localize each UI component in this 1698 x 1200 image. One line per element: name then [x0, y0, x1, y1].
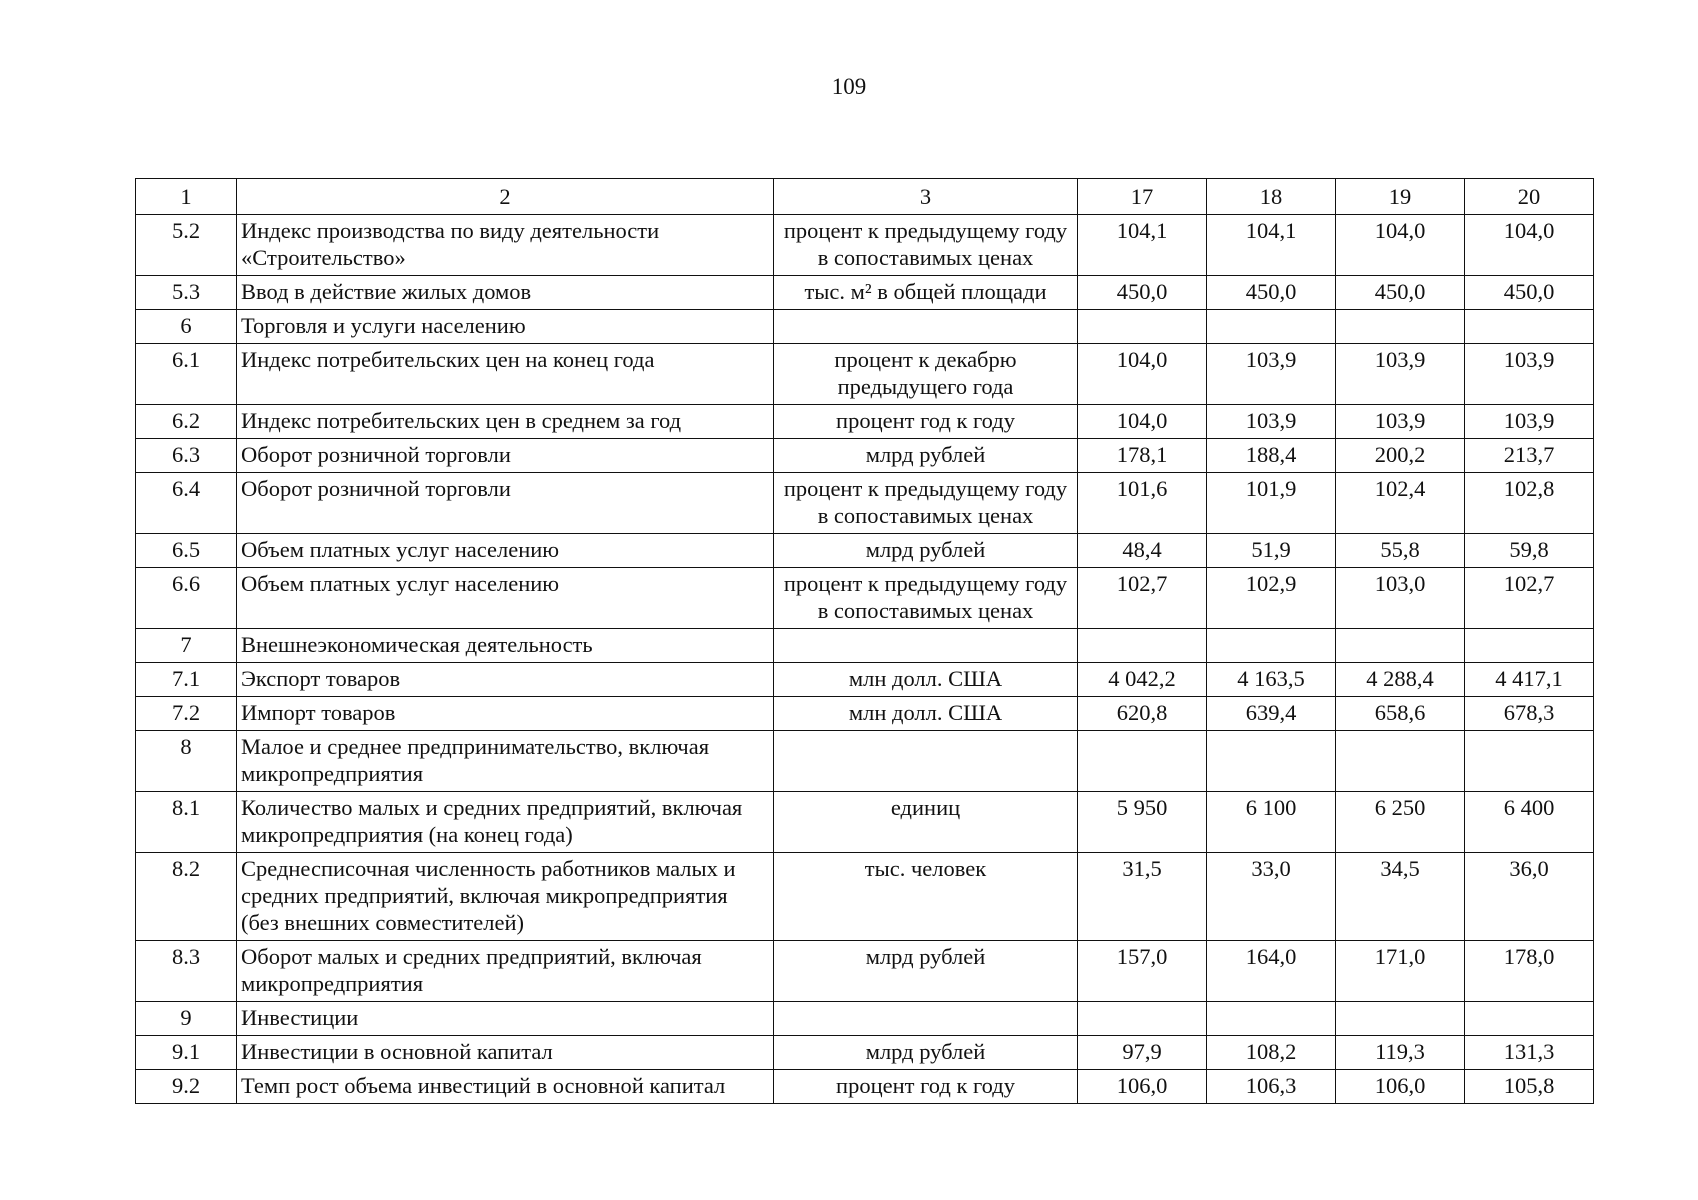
- row-number: 6.3: [136, 439, 237, 473]
- table-row: [136, 1070, 1594, 1104]
- value-col-18: 51,9: [1207, 534, 1336, 568]
- table-row: [136, 941, 1594, 1002]
- value-col-18: [1207, 731, 1336, 792]
- indicators-table: [135, 178, 1594, 1104]
- table-row: [136, 853, 1594, 941]
- row-number: 6.1: [136, 344, 237, 405]
- row-number: 6.5: [136, 534, 237, 568]
- indicator-name: Оборот розничной торговли: [237, 439, 774, 473]
- row-number: 9: [136, 1002, 237, 1036]
- indicator-name: Количество малых и средних предприятий, включая микропредприятия (на конец года): [237, 792, 774, 853]
- value-col-17: 106,0: [1078, 1070, 1207, 1104]
- row-number: 5.3: [136, 276, 237, 310]
- value-col-18: [1207, 629, 1336, 663]
- table-row: [136, 731, 1594, 792]
- value-col-20: 131,3: [1465, 1036, 1594, 1070]
- value-col-19: [1336, 731, 1465, 792]
- table-row: [136, 629, 1594, 663]
- row-number: 8: [136, 731, 237, 792]
- value-col-20: 6 400: [1465, 792, 1594, 853]
- value-col-20: 59,8: [1465, 534, 1594, 568]
- unit-of-measure: млн долл. США: [774, 697, 1078, 731]
- table-row: [136, 792, 1594, 853]
- indicator-name: Экспорт товаров: [237, 663, 774, 697]
- value-col-18: 102,9: [1207, 568, 1336, 629]
- table-row: [136, 568, 1594, 629]
- header-cell: 3: [774, 179, 1078, 215]
- value-col-17: 102,7: [1078, 568, 1207, 629]
- row-number: 9.1: [136, 1036, 237, 1070]
- header-cell: 2: [237, 179, 774, 215]
- indicator-name: Ввод в действие жилых домов: [237, 276, 774, 310]
- value-col-18: 188,4: [1207, 439, 1336, 473]
- indicator-name: Индекс потребительских цен на конец года: [237, 344, 774, 405]
- unit-of-measure: млрд рублей: [774, 941, 1078, 1002]
- value-col-20: 450,0: [1465, 276, 1594, 310]
- unit-of-measure: млн долл. США: [774, 663, 1078, 697]
- row-number: 7: [136, 629, 237, 663]
- unit-of-measure: процент к предыдущему году в сопоставимых ценах: [774, 215, 1078, 276]
- value-col-18: 6 100: [1207, 792, 1336, 853]
- value-col-19: [1336, 310, 1465, 344]
- value-col-19: 106,0: [1336, 1070, 1465, 1104]
- indicator-name: Оборот розничной торговли: [237, 473, 774, 534]
- value-col-20: 213,7: [1465, 439, 1594, 473]
- value-col-18: 103,9: [1207, 405, 1336, 439]
- header-cell: 19: [1336, 179, 1465, 215]
- table-row: [136, 405, 1594, 439]
- indicator-name: Темп рост объема инвестиций в основной капитал: [237, 1070, 774, 1104]
- row-number: 6: [136, 310, 237, 344]
- value-col-17: [1078, 1002, 1207, 1036]
- unit-of-measure: процент год к году: [774, 1070, 1078, 1104]
- row-number: 9.2: [136, 1070, 237, 1104]
- value-col-20: [1465, 629, 1594, 663]
- table-row: [136, 344, 1594, 405]
- unit-of-measure: процент к декабрю предыдущего года: [774, 344, 1078, 405]
- value-col-18: 104,1: [1207, 215, 1336, 276]
- value-col-17: 5 950: [1078, 792, 1207, 853]
- value-col-17: 4 042,2: [1078, 663, 1207, 697]
- value-col-20: 105,8: [1465, 1070, 1594, 1104]
- value-col-17: [1078, 629, 1207, 663]
- table-row: [136, 310, 1594, 344]
- value-col-19: 658,6: [1336, 697, 1465, 731]
- value-col-17: 178,1: [1078, 439, 1207, 473]
- value-col-18: 4 163,5: [1207, 663, 1336, 697]
- value-col-17: 104,1: [1078, 215, 1207, 276]
- value-col-17: [1078, 310, 1207, 344]
- value-col-19: 55,8: [1336, 534, 1465, 568]
- value-col-17: 31,5: [1078, 853, 1207, 941]
- row-number: 6.6: [136, 568, 237, 629]
- table-row: [136, 473, 1594, 534]
- indicator-name: Импорт товаров: [237, 697, 774, 731]
- unit-of-measure: тыс. человек: [774, 853, 1078, 941]
- unit-of-measure: процент год к году: [774, 405, 1078, 439]
- value-col-20: 4 417,1: [1465, 663, 1594, 697]
- value-col-19: 171,0: [1336, 941, 1465, 1002]
- row-number: 6.4: [136, 473, 237, 534]
- table-row: [136, 1002, 1594, 1036]
- value-col-18: 164,0: [1207, 941, 1336, 1002]
- row-number: 6.2: [136, 405, 237, 439]
- value-col-18: 108,2: [1207, 1036, 1336, 1070]
- value-col-19: 6 250: [1336, 792, 1465, 853]
- indicator-name: Среднесписочная численность работников малых и средних предприятий, включая микропредприятия (без внешних совместителей): [237, 853, 774, 941]
- table-row: [136, 439, 1594, 473]
- value-col-20: 103,9: [1465, 405, 1594, 439]
- indicator-name: Индекс производства по виду деятельности «Строительство»: [237, 215, 774, 276]
- header-cell: 18: [1207, 179, 1336, 215]
- value-col-17: 101,6: [1078, 473, 1207, 534]
- unit-of-measure: [774, 1002, 1078, 1036]
- indicator-name: Индекс потребительских цен в среднем за год: [237, 405, 774, 439]
- indicator-name: Объем платных услуг населению: [237, 568, 774, 629]
- header-cell: 20: [1465, 179, 1594, 215]
- value-col-20: 678,3: [1465, 697, 1594, 731]
- table-row: [136, 1036, 1594, 1070]
- unit-of-measure: процент к предыдущему году в сопоставимых ценах: [774, 473, 1078, 534]
- value-col-17: 97,9: [1078, 1036, 1207, 1070]
- value-col-18: 103,9: [1207, 344, 1336, 405]
- indicator-name: Инвестиции в основной капитал: [237, 1036, 774, 1070]
- table-header-row: [136, 179, 1594, 215]
- value-col-19: 104,0: [1336, 215, 1465, 276]
- value-col-19: 103,9: [1336, 344, 1465, 405]
- row-number: 8.2: [136, 853, 237, 941]
- unit-of-measure: процент к предыдущему году в сопоставимых ценах: [774, 568, 1078, 629]
- value-col-18: 450,0: [1207, 276, 1336, 310]
- value-col-17: 104,0: [1078, 344, 1207, 405]
- value-col-20: [1465, 1002, 1594, 1036]
- row-number: 8.3: [136, 941, 237, 1002]
- indicator-name: Оборот малых и средних предприятий, включая микропредприятия: [237, 941, 774, 1002]
- value-col-19: 200,2: [1336, 439, 1465, 473]
- table-row: [136, 215, 1594, 276]
- value-col-19: [1336, 629, 1465, 663]
- unit-of-measure: [774, 310, 1078, 344]
- table-row: [136, 663, 1594, 697]
- row-number: 5.2: [136, 215, 237, 276]
- value-col-19: 4 288,4: [1336, 663, 1465, 697]
- unit-of-measure: млрд рублей: [774, 1036, 1078, 1070]
- value-col-19: 34,5: [1336, 853, 1465, 941]
- table-row: [136, 534, 1594, 568]
- indicator-name: Малое и среднее предпринимательство, включая микропредприятия: [237, 731, 774, 792]
- indicator-name: Инвестиции: [237, 1002, 774, 1036]
- value-col-20: 104,0: [1465, 215, 1594, 276]
- value-col-18: 33,0: [1207, 853, 1336, 941]
- value-col-17: [1078, 731, 1207, 792]
- row-number: 8.1: [136, 792, 237, 853]
- value-col-17: 104,0: [1078, 405, 1207, 439]
- page-number: 109: [831, 74, 867, 99]
- value-col-18: [1207, 310, 1336, 344]
- indicator-name: Объем платных услуг населению: [237, 534, 774, 568]
- unit-of-measure: тыс. м² в общей площади: [774, 276, 1078, 310]
- value-col-20: 36,0: [1465, 853, 1594, 941]
- unit-of-measure: [774, 731, 1078, 792]
- unit-of-measure: [774, 629, 1078, 663]
- value-col-20: 103,9: [1465, 344, 1594, 405]
- value-col-20: 102,8: [1465, 473, 1594, 534]
- value-col-19: 102,4: [1336, 473, 1465, 534]
- table-row: [136, 276, 1594, 310]
- row-number: 7.2: [136, 697, 237, 731]
- value-col-17: 620,8: [1078, 697, 1207, 731]
- value-col-18: 101,9: [1207, 473, 1336, 534]
- header-cell: 1: [136, 179, 237, 215]
- value-col-19: [1336, 1002, 1465, 1036]
- indicator-name: Торговля и услуги населению: [237, 310, 774, 344]
- row-number: 7.1: [136, 663, 237, 697]
- value-col-18: 639,4: [1207, 697, 1336, 731]
- value-col-20: [1465, 731, 1594, 792]
- unit-of-measure: единиц: [774, 792, 1078, 853]
- value-col-17: 450,0: [1078, 276, 1207, 310]
- indicator-name: Внешнеэкономическая деятельность: [237, 629, 774, 663]
- value-col-18: 106,3: [1207, 1070, 1336, 1104]
- value-col-19: 103,9: [1336, 405, 1465, 439]
- unit-of-measure: млрд рублей: [774, 534, 1078, 568]
- value-col-17: 157,0: [1078, 941, 1207, 1002]
- value-col-18: [1207, 1002, 1336, 1036]
- value-col-19: 103,0: [1336, 568, 1465, 629]
- unit-of-measure: млрд рублей: [774, 439, 1078, 473]
- value-col-20: 102,7: [1465, 568, 1594, 629]
- value-col-20: 178,0: [1465, 941, 1594, 1002]
- table-row: [136, 697, 1594, 731]
- value-col-17: 48,4: [1078, 534, 1207, 568]
- value-col-20: [1465, 310, 1594, 344]
- value-col-19: 450,0: [1336, 276, 1465, 310]
- header-cell: 17: [1078, 179, 1207, 215]
- value-col-19: 119,3: [1336, 1036, 1465, 1070]
